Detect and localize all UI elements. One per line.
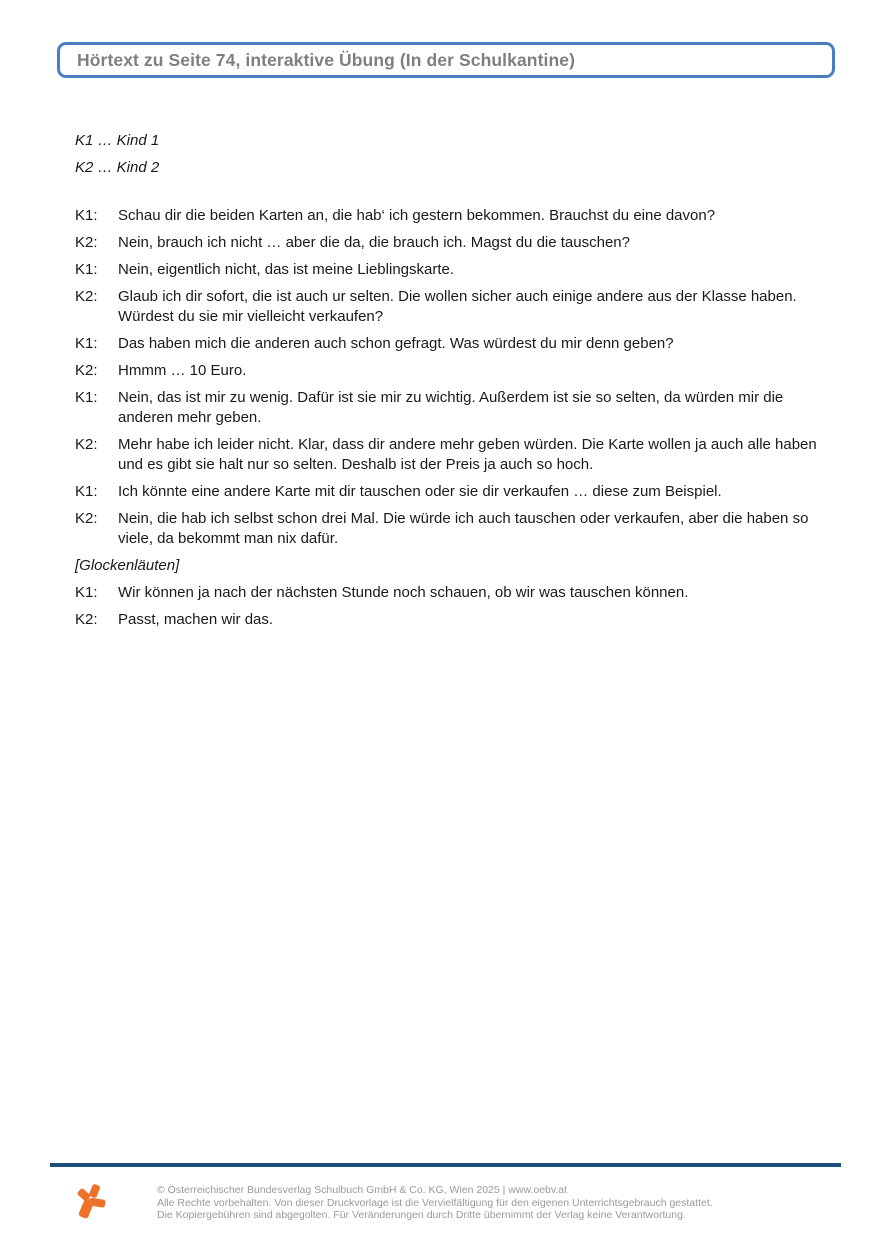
stage-direction: [Glockenläuten] xyxy=(75,557,180,574)
speaker-label: K1: xyxy=(75,483,98,500)
footer-divider xyxy=(50,1163,841,1167)
footer-line: Die Kopiergebühren sind abgegolten. Für Veränderungen durch Dritte übernimmt der Verlag keine Verantwortung. xyxy=(157,1209,686,1221)
speaker-label: K1: xyxy=(75,207,98,224)
dialogue-line xyxy=(75,583,822,603)
legend-item: K1 … Kind 1 xyxy=(75,132,160,149)
speech-text: Wir können ja nach der nächsten Stunde noch schauen, ob wir was tauschen können. xyxy=(118,584,689,601)
dialogue-line xyxy=(75,260,822,280)
speech-text: Das haben mich die anderen auch schon gefragt. Was würdest du mir denn geben? xyxy=(118,335,674,352)
dialogue-line xyxy=(75,233,822,253)
speech-text: Ich könnte eine andere Karte mit dir tauschen oder sie dir verkaufen … diese zum Beispiel. xyxy=(118,483,722,500)
speaker-label: K1: xyxy=(75,584,98,601)
dialogue-line xyxy=(75,334,822,354)
footer-copyright xyxy=(157,1184,713,1222)
legend-item: K2 … Kind 2 xyxy=(75,159,160,176)
footer-line: © Österreichischer Bundesverlag Schulbuch GmbH & Co. KG, Wien 2025 | www.oebv.at xyxy=(157,1184,568,1196)
speech-text: Hmmm … 10 Euro. xyxy=(118,362,247,379)
dialogue-line xyxy=(75,509,822,549)
speaker-label: K2: xyxy=(75,436,98,453)
dialogue-line xyxy=(75,435,822,475)
speech-text: Nein, brauch ich nicht … aber die da, die brauch ich. Magst du die tauschen? xyxy=(118,234,630,251)
speech-text: Passt, machen wir das. xyxy=(118,611,274,628)
dialogue-line xyxy=(75,388,822,428)
speech-text: Nein, das ist mir zu wenig. Dafür ist sie mir zu wichtig. Außerdem ist sie so selten, da würden mir die anderen mehr geben. xyxy=(118,389,784,426)
oebv-logo-icon xyxy=(71,1184,111,1220)
speaker-label: K2: xyxy=(75,234,98,251)
speaker-label: K1: xyxy=(75,335,98,352)
dialogue-line xyxy=(75,287,822,327)
dialogue-line xyxy=(75,361,822,381)
footer-line: Alle Rechte vorbehalten. Von dieser Druckvorlage ist die Vervielfältigung für den eigenen Unterrichtsgebrauch gestattet. xyxy=(157,1196,713,1209)
speaker-label: K1: xyxy=(75,261,98,278)
speech-text: Schau dir die beiden Karten an, die hab‘ ich gestern bekommen. Brauchst du eine davon? xyxy=(118,207,716,224)
title-box xyxy=(57,42,835,78)
speech-text: Glaub ich dir sofort, die ist auch ur selten. Die wollen sicher auch einige andere aus der Klasse haben. Würdest du sie mir vielleicht verkaufen? xyxy=(118,288,797,325)
speaker-label: K2: xyxy=(75,611,98,628)
speaker-legend xyxy=(75,127,159,181)
speaker-label: K1: xyxy=(75,389,98,406)
dialogue-line xyxy=(75,482,822,502)
speaker-label: K2: xyxy=(75,288,98,305)
dialogue-line xyxy=(75,206,822,226)
speech-text: Nein, die hab ich selbst schon drei Mal. Die würde ich auch tauschen oder verkaufen, aber die haben so viele, da bekommt man nix dafür. xyxy=(118,510,809,547)
dialogue-transcript xyxy=(75,206,822,637)
speaker-label: K2: xyxy=(75,362,98,379)
speech-text: Nein, eigentlich nicht, das ist meine Lieblingskarte. xyxy=(118,261,455,278)
page-title: Hörtext zu Seite 74, interaktive Übung (In der Schulkantine) xyxy=(77,49,576,70)
dialogue-line xyxy=(75,610,822,630)
speaker-label: K2: xyxy=(75,510,98,527)
speech-text: Mehr habe ich leider nicht. Klar, dass dir andere mehr geben würden. Die Karte wollen ja auch alle haben und es gibt sie halt nur so selten. Deshalb ist der Preis ja auch so hoch. xyxy=(118,436,817,473)
